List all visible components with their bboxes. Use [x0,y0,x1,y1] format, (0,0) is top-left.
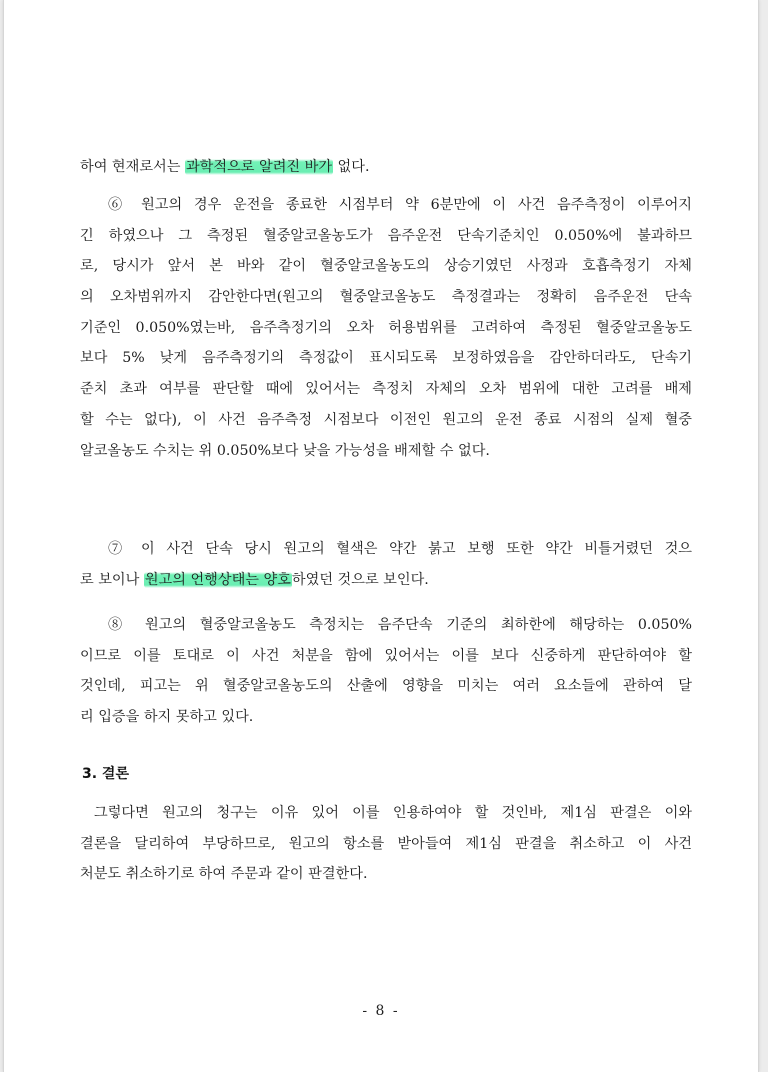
text-line: 할 수는 없다), 이 사건 음주측정 시점보다 이전인 원고의 운전 종료 시점의 실제 혈중 [80,411,692,428]
section-heading: 3. 결론 [82,766,129,782]
text-line: 준치 초과 여부를 판단할 때에 있어서는 측정치 자체의 오차 범위에 대한 고려를 배제 [80,381,692,398]
text-line: 하여 현재로서는 과학적으로 알려진 바가 없다. [80,159,370,175]
text-line: 알코올농도 수치는 위 0.050%보다 낮을 가능성을 배제할 수 없다. [80,442,490,459]
text-line: 그렇다면 원고의 청구는 이유 있어 이를 인용하여야 할 것인바, 제1심 판결은 이와 [94,805,692,821]
text-line: 기준인 0.050%였는바, 음주측정기의 오차 허용범위를 고려하여 측정된 혈중알코올농도 [80,319,692,336]
text-line: 리 입증을 하지 못하고 있다. [80,709,254,726]
paragraph-continuation [80,152,692,183]
text-line: ⑦ 이 사건 단속 당시 원고의 혈색은 약간 붉고 보행 또한 약간 비틀거렸던 것으 [108,541,692,557]
highlighted-text: 과학적으로 알려진 바가 [185,159,333,175]
page-number: - 8 - [362,1003,400,1019]
paragraph-item-7 [80,534,692,595]
text-line: 긴 하였으나 그 측정된 혈중알코올농도가 음주운전 단속기준치인 0.050%에 불과하므 [80,227,692,244]
text-line: ⑥ 원고의 경우 운전을 종료한 시점부터 약 6분만에 이 사건 음주측정이 이루어지 [108,197,692,213]
text-line: 결론을 달리하여 부당하므로, 원고의 항소를 받아들여 제1심 판결을 취소하고 이 사건 [80,835,692,852]
text-line: 로, 당시가 앞서 본 바와 같이 혈중알코올농도의 상승기였던 사정과 호흡측정기 자체 [80,258,692,275]
highlighted-text: 원고의 언행상태는 양호 [144,571,291,588]
text-line: 것인데, 피고는 위 혈중알코올농도의 산출에 영향을 미치는 여러 요소들에 관하여 달 [80,678,692,695]
document-page [3,0,759,1072]
text-line: 보다 5% 낮게 음주측정기의 측정값이 표시되도록 보정하였음을 감안하더라도, 단속기 [80,350,692,367]
text-line: 처분도 취소하기로 하여 주문과 같이 판결한다. [80,866,368,883]
text-line: 이므로 이를 토대로 이 사건 처분을 함에 있어서는 이를 보다 신중하게 판단하여야 할 [80,647,692,664]
paragraph-item-6 [80,190,692,466]
paragraph-conclusion [80,798,692,890]
paragraph-item-8 [80,610,692,733]
text-line: ⑧ 원고의 혈중알코올농도 측정치는 음주단속 기준의 최하한에 해당하는 0.050% [108,617,692,633]
text-line: 로 보이나 원고의 언행상태는 양호하였던 것으로 보인다. [80,571,429,588]
text-line: 의 오차범위까지 감안한다면(원고의 혈중알코올농도 측정결과는 정확히 음주운전 단속 [80,289,692,306]
